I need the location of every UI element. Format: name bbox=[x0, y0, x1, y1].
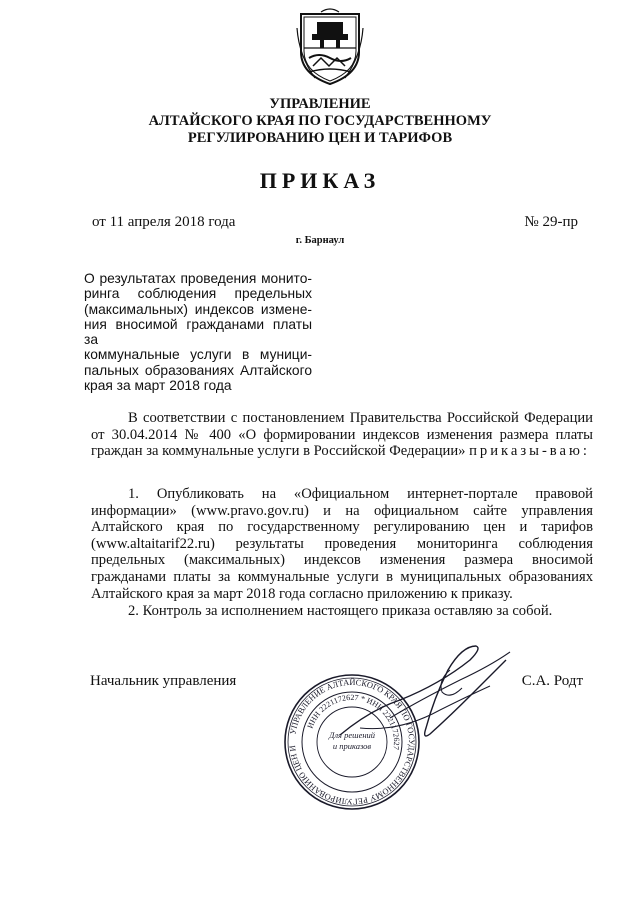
order-number: № 29-пр bbox=[524, 214, 578, 230]
handwritten-signature bbox=[330, 640, 520, 750]
stamp-inn-text: ИНН 2221172627 * ИНН 2221172627 bbox=[305, 692, 402, 751]
stamp-center-line1: Для решений bbox=[328, 730, 376, 740]
item-1-paragraph: 1. Опубликовать на «Официальном интернет-портале правовой информации» (www.pravo.gov.ru) и на официальном сайте управления Алтайского края по государственному регулированию цен и тарифов (www.altaitarif22.ru) результаты проведения мониторинга соблюдения предельных (максимальных) индексов изменения размера вносимой гражданами платы за коммунальные услуги в муниципальных образованиях Алтайского края за март 2018 года согласно приложению к приказу. bbox=[91, 486, 593, 602]
signature-name: С.А. Родт bbox=[521, 673, 583, 689]
signature-scribble-icon bbox=[330, 640, 520, 750]
subject-block bbox=[84, 271, 312, 393]
preamble-text: В соответствии с постановлением Правительства Российской Федерации от 30.04.2014 № 400 «О формировании индексов изменения размера платы граждан за коммунальные услуги в Российской Федерации» bbox=[91, 410, 593, 460]
org-name-line1: УПРАВЛЕНИЕ bbox=[269, 96, 371, 112]
subject-line: края за март 2018 года bbox=[84, 378, 232, 394]
subject-line: О результатах проведения монито- bbox=[84, 271, 312, 286]
subject-line: пальных образованиях Алтайского bbox=[84, 362, 312, 378]
order-word: приказы-ваю: bbox=[469, 443, 590, 460]
coat-of-arms-emblem bbox=[295, 8, 365, 88]
coat-of-arms-icon bbox=[295, 8, 365, 88]
city-label: г. Барнаул bbox=[295, 235, 345, 246]
order-date: от 11 апреля 2018 года bbox=[92, 214, 236, 230]
subject-line: (максимальных) индексов измене- bbox=[84, 301, 312, 317]
subject-line: коммунальные услуги в муници- bbox=[84, 347, 312, 363]
preamble-paragraph bbox=[91, 410, 593, 460]
subject-line: ринга соблюдения предельных bbox=[84, 286, 312, 302]
subject-line: ния вносимой гражданами платы за bbox=[84, 316, 312, 348]
stamp-center-line2: и приказов bbox=[332, 741, 372, 751]
org-name-line2: АЛТАЙСКОГО КРАЯ ПО ГОСУДАРСТВЕННОМУ bbox=[148, 113, 492, 129]
org-name-line3: РЕГУЛИРОВАНИЮ ЦЕН И ТАРИФОВ bbox=[187, 130, 453, 146]
document-title: ПРИКАЗ bbox=[259, 168, 381, 193]
stamp-outer-text: УПРАВЛЕНИЕ АЛТАЙСКОГО КРАЯ ПО ГОСУДАРСТВЕННОМУ РЕГУЛИРОВАНИЮ ЦЕН И bbox=[288, 677, 417, 807]
item-2-paragraph: 2. Контроль за исполнением настоящего приказа оставляю за собой. bbox=[128, 603, 553, 619]
signature-position: Начальник управления bbox=[90, 673, 237, 689]
